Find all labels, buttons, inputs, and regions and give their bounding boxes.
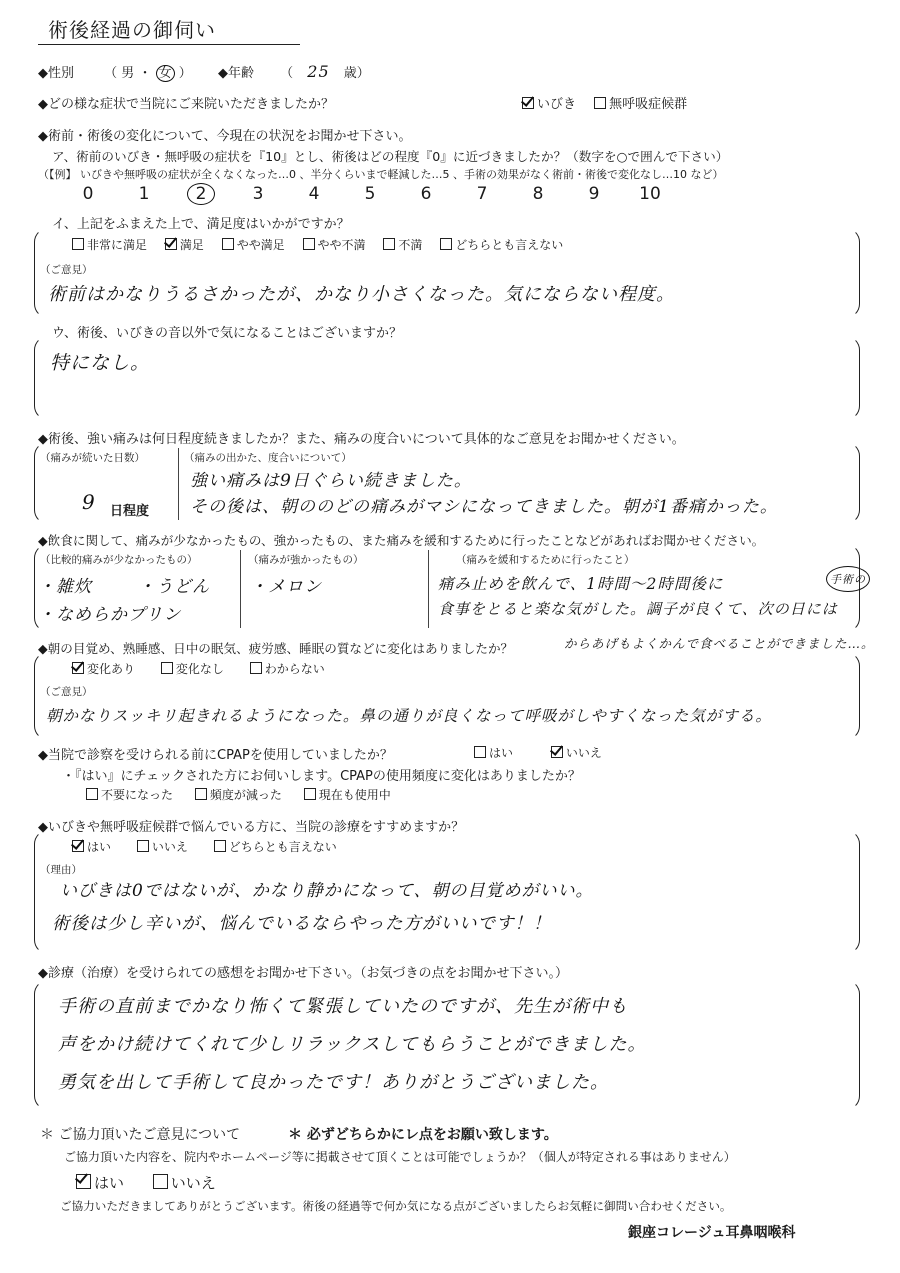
satisfaction-options [72, 236, 563, 253]
morning-changed-checkbox[interactable] [72, 662, 84, 674]
scale-0[interactable]: 0 [82, 184, 94, 204]
sat-opt-neither: どちらとも言えない [455, 238, 564, 252]
sat-opt-very-satisfied-checkbox[interactable] [72, 238, 84, 250]
other-answer[interactable]: 特になし。 [50, 352, 151, 374]
scale-10[interactable]: 10 [639, 184, 661, 204]
consent-heading1: ＊ ご協力頂いたご意見について [40, 1127, 241, 1143]
pain-degree-label: （痛みの出かた、度合いについて） [184, 452, 352, 464]
scale-6[interactable]: 6 [420, 184, 432, 204]
food-relief-line3[interactable]: からあげもよくかんで食べることができました…。 [564, 636, 875, 651]
impression-line2[interactable]: 声をかけ続けてくれて少しリラックスしてもらうことができました。 [58, 1034, 647, 1055]
age-row [218, 62, 370, 81]
consent-no-label: いいえ [170, 1174, 216, 1192]
recommend-options [72, 838, 337, 855]
food-less-line1b[interactable]: ・うどん [138, 577, 210, 597]
cpap-sub-unneeded: 不要になった [101, 788, 174, 802]
scale-4[interactable]: 4 [308, 184, 320, 204]
food-relief-label: （痛みを緩和するために行ったこと） [456, 554, 635, 566]
satisfaction-comment[interactable]: 術前はかなりうるさかったが、かなり小さくなった。気にならない程度。 [48, 284, 675, 305]
pain-days-value[interactable]: 9 [82, 490, 96, 514]
morning-question: ◆朝の目覚め、熟睡感、日中の眠気、疲労感、睡眠の質などに変化はありましたか？ [38, 641, 514, 656]
symptom-apnea-checkbox[interactable] [594, 97, 606, 109]
cpap-no-checkbox[interactable] [551, 746, 563, 758]
gender-label: ◆性別 [38, 66, 74, 81]
consent-no-checkbox[interactable] [153, 1174, 168, 1189]
cpap-yes-label: はい [489, 746, 514, 760]
symptom-snoring-label: いびき [537, 97, 577, 112]
clinic-name: 銀座コレージュ耳鼻咽喉科 [628, 1225, 796, 1241]
scale-8[interactable]: 8 [532, 184, 544, 204]
sat-opt-satisfied: 満足 [179, 238, 204, 252]
food-less-line2[interactable]: ・なめらかプリン [38, 605, 182, 625]
recommend-yes-checkbox[interactable] [72, 840, 84, 852]
satisfaction-question: イ、上記をふまえた上で、満足度はいかがですか？ [52, 217, 350, 232]
page-title: 術後経過の御伺い [48, 18, 216, 42]
gender-female-selected[interactable]: 女 [156, 65, 175, 82]
cpap-question: ◆当院で診察を受けられる前にCPAPを使用していましたか？ [38, 748, 393, 763]
sat-opt-somewhat-dissatisfied: やや不満 [317, 238, 366, 252]
morning-comment[interactable]: 朝かなりスッキリ起きれるようになった。鼻の通りが良くなって呼吸がしやすくなった気がする。 [46, 707, 772, 725]
recommend-reason-line1[interactable]: いびきは0ではないが、かなり静かになって、朝の目覚めがいい。 [60, 881, 594, 901]
title-underline [38, 44, 300, 45]
food-less-label: （比較的痛みが少なかったもの） [40, 554, 198, 566]
pain-degree-line2[interactable]: その後は、朝ののどの痛みがマシになってきました。朝が1番痛かった。 [190, 497, 778, 517]
scale-7[interactable]: 7 [476, 184, 488, 204]
recommend-no-checkbox[interactable] [137, 840, 149, 852]
sat-opt-satisfied-checkbox[interactable] [165, 238, 177, 250]
other-box [34, 336, 860, 420]
morning-opt-changed: 変化あり [87, 662, 136, 676]
consent-question: ご協力頂いた内容を、院内やホームページ等に掲載させて頂くことは可能でしょうか？（個人が特定される事はありません） [64, 1150, 736, 1164]
food-question: ◆飲食に関して、痛みが少なかったもの、強かったもの、また痛みを緩和するために行ったことなどがあればお聞かせください。 [38, 533, 765, 548]
food-relief-line2[interactable]: 食事をとると楽な気がした。調子が良くて、次の日には [438, 600, 838, 618]
gender-male[interactable]: 男 [121, 66, 135, 81]
consent-heading2: ＊ 必ずどちらかにレ点をお願い致します。 [288, 1127, 558, 1143]
food-strong-label: （痛みが強かったもの） [248, 554, 364, 566]
impression-line3[interactable]: 勇気を出して手術して良かったです！ありがとうございました。 [58, 1072, 609, 1093]
symptom-snoring-checkbox[interactable] [522, 97, 534, 109]
scale-3[interactable]: 3 [252, 184, 264, 204]
cpap-options [474, 744, 602, 761]
morning-opt-unknown: わからない [264, 662, 325, 676]
morning-unknown-checkbox[interactable] [250, 662, 262, 674]
consent-yes-checkbox[interactable] [76, 1174, 91, 1189]
cpap-sub-still-checkbox[interactable] [304, 788, 316, 800]
consent-yes-label: はい [94, 1174, 125, 1192]
pain-days-label: （痛みが続いた日数） [40, 452, 145, 464]
age-label: ◆年齢 [218, 66, 254, 81]
age-open: （ [280, 66, 294, 81]
scale-2-selected[interactable]: 2 [187, 183, 215, 205]
recommend-question: ◆いびきや無呼吸症候群で悩んでいる方に、当院の診療をすすめますか？ [38, 820, 465, 835]
sat-opt-dissatisfied-checkbox[interactable] [383, 238, 395, 250]
cpap-yes-checkbox[interactable] [474, 746, 486, 758]
food-less-line1a[interactable]: ・雑炊 [38, 577, 92, 597]
pain-degree-line1[interactable]: 強い痛みは9日ぐらい続きました。 [190, 471, 472, 491]
change-a-question: ア、術前のいびき・無呼吸の症状を『10』とし、術後はどの程度『0』に近づきましたか？（数字を○で囲んで下さい） [52, 149, 729, 164]
cpap-sub-still: 現在も使用中 [318, 788, 391, 802]
pain-divider [178, 448, 179, 520]
recommend-reason-line2[interactable]: 術後は少し辛いが、悩んでいるならやった方がいいです！！ [52, 914, 552, 934]
satisfaction-comment-label: （ご意見） [40, 264, 93, 276]
scale-5[interactable]: 5 [364, 184, 376, 204]
consent-options [76, 1172, 216, 1193]
cpap-sub-unneeded-checkbox[interactable] [86, 788, 98, 800]
consent-thanks: ご協力いただきましてありがとうございます。術後の経過等で何か気になる点がございましたらお気軽に御問い合わせください。 [60, 1199, 732, 1213]
other-question: ウ、術後、いびきの音以外で気になることはございますか？ [52, 326, 402, 341]
food-strong-line1[interactable]: ・メロン [250, 577, 322, 597]
morning-options [72, 660, 325, 677]
pain-question: ◆術後、強い痛みは何日程度続きましたか？また、痛みの度合いについて具体的なご意見をお聞かせください。 [38, 432, 685, 447]
recommend-opt-neither: どちらとも言えない [228, 840, 337, 854]
food-divider-1 [240, 550, 241, 628]
scale-row [60, 183, 678, 205]
cpap-sub-reduced: 頻度が減った [209, 788, 282, 802]
recommend-neither-checkbox[interactable] [214, 840, 226, 852]
age-unit: 歳） [343, 66, 370, 81]
change-question: ◆術前・術後の変化について、今現在の状況をお聞かせ下さい。 [38, 129, 412, 144]
recommend-reason-label: （理由） [40, 864, 82, 876]
gender-open: （ [104, 66, 118, 81]
impression-line1[interactable]: 手術の直前までかなり怖くて緊張していたのですが、先生が術中も [58, 996, 628, 1017]
symptom-question: ◆どの様な症状で当院にご来院いただきましたか？ [38, 97, 334, 112]
sat-opt-dissatisfied: 不満 [398, 238, 423, 252]
cpap-no-label: いいえ [565, 746, 602, 760]
sat-opt-somewhat-satisfied: やや満足 [236, 238, 285, 252]
symptom-options [522, 93, 687, 112]
cpap-sub-question: ・『はい』にチェックされた方にお伺いします。CPAPの使用頻度に変化はありましたか？ [62, 769, 581, 784]
sat-opt-neither-checkbox[interactable] [440, 238, 452, 250]
morning-opt-unchanged: 変化なし [175, 662, 224, 676]
sat-opt-somewhat-dissatisfied-checkbox[interactable] [303, 238, 315, 250]
age-value[interactable]: 25 [307, 62, 330, 81]
scale-9[interactable]: 9 [588, 184, 600, 204]
gender-row [38, 62, 192, 81]
recommend-opt-no: いいえ [151, 840, 188, 854]
morning-unchanged-checkbox[interactable] [161, 662, 173, 674]
food-relief-circled[interactable]: 手術の [826, 566, 870, 592]
food-relief-line1[interactable]: 痛み止めを飲んで、1時間〜2時間後に [438, 575, 724, 593]
scale-1[interactable]: 1 [138, 184, 150, 204]
morning-comment-label: （ご意見） [40, 686, 93, 698]
gender-dot: ・ [138, 66, 152, 81]
sat-opt-somewhat-satisfied-checkbox[interactable] [222, 238, 234, 250]
gender-close: ） [178, 66, 192, 81]
impression-question: ◆診療（治療）を受けられての感想をお聞かせ下さい。（お気づきの点をお聞かせ下さい。） [38, 966, 568, 981]
change-example: （【例】 いびきや無呼吸の症状が全くなくなった…0 、半分くらいまで軽減した…5 、手術の効果がなく術前・術後で変化なし…10 など） [38, 168, 724, 181]
cpap-sub-options [86, 786, 391, 803]
symptom-apnea-label: 無呼吸症候群 [609, 97, 688, 112]
cpap-sub-reduced-checkbox[interactable] [195, 788, 207, 800]
sat-opt-very-satisfied: 非常に満足 [87, 238, 148, 252]
pain-days-unit: 日程度 [110, 504, 150, 519]
recommend-opt-yes: はい [87, 840, 112, 854]
food-divider-2 [428, 550, 429, 628]
